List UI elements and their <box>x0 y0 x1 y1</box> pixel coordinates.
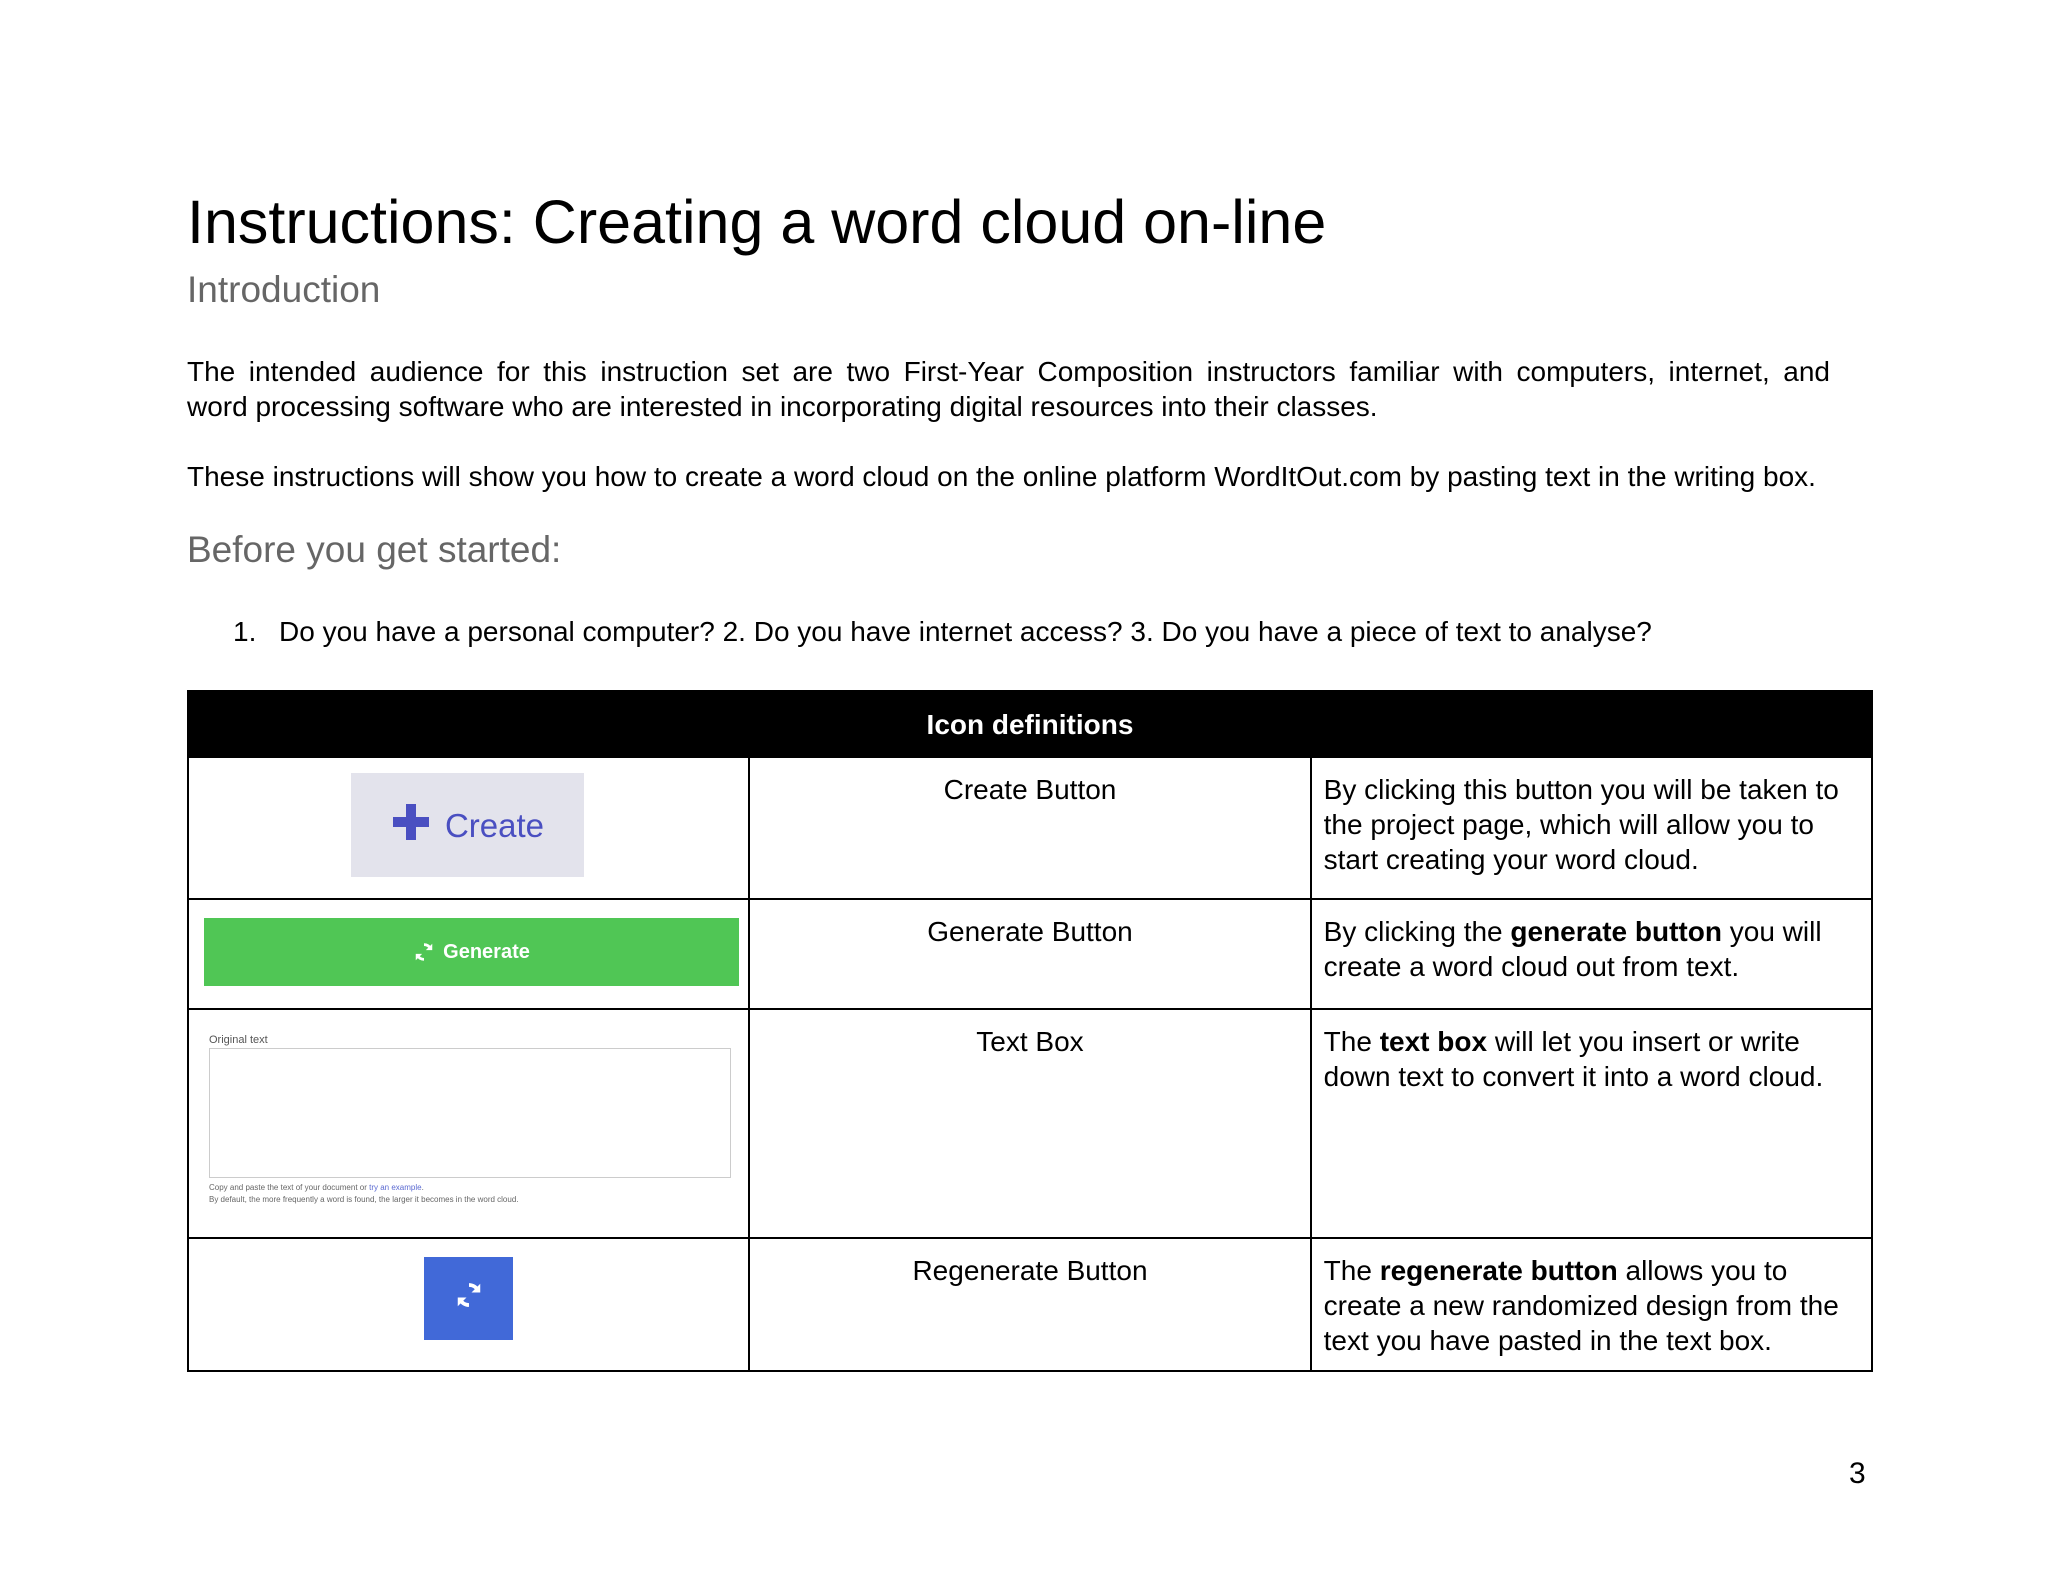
table-cell-image <box>188 899 749 1009</box>
table-cell-name: Regenerate Button <box>749 1238 1310 1371</box>
desc-text: you will create a word cloud out from text. <box>1323 916 1822 982</box>
generate-label: Generate <box>443 940 530 963</box>
desc-bold: generate button <box>1510 916 1722 947</box>
table-cell-name: Generate Button <box>749 899 1310 1009</box>
text-box-label: Original text <box>209 1034 268 1046</box>
table-cell-name: Create Button <box>749 757 1310 899</box>
table-header: Icon definitions <box>188 691 1872 757</box>
table-row <box>188 1009 1872 1238</box>
checklist <box>233 614 1652 649</box>
table-row <box>188 757 1872 899</box>
create-button-image <box>351 773 584 877</box>
page-number: 3 <box>1849 1457 1866 1490</box>
desc-text: The <box>1323 1255 1380 1286</box>
list-number: 1. <box>233 616 257 647</box>
table-cell-description <box>1311 899 1872 1009</box>
table-cell-name: Text Box <box>749 1009 1310 1238</box>
table-cell-description: By clicking this button you will be taken to the project page, which will allow you to start creating your word cloud. <box>1311 757 1872 899</box>
plus-icon <box>391 799 431 851</box>
desc-text: By clicking the <box>1323 916 1511 947</box>
desc-text: will let you insert or write down text to convert it into a word cloud. <box>1323 1026 1824 1092</box>
table-cell-description <box>1311 1009 1872 1238</box>
desc-text: The <box>1323 1026 1380 1057</box>
desc-bold: regenerate button <box>1379 1255 1618 1286</box>
section-heading-before: Before you get started: <box>187 529 562 570</box>
table-cell-description <box>1311 1238 1872 1371</box>
table-row <box>188 1238 1872 1371</box>
regenerate-button-image <box>424 1257 513 1340</box>
help-text: Copy and paste the text of your document or <box>209 1183 370 1192</box>
create-label: Create <box>444 806 545 844</box>
desc-text: allows you to create a new randomized design from the text you have pasted in the text box. <box>1323 1255 1839 1356</box>
help-text: . <box>421 1183 424 1192</box>
text-box-help-2: By default, the more frequently a word is found, the larger it becomes in the word cloud. <box>209 1195 519 1204</box>
text-box-help-1 <box>209 1182 424 1194</box>
text-box-image <box>203 1028 739 1208</box>
refresh-icon <box>413 941 435 963</box>
desc-bold: text box <box>1379 1026 1488 1057</box>
table-row <box>188 899 1872 1009</box>
intro-line-1: The intended audience for this instruction set are two First-Year Composition instructors familiar with computers, internet, and <box>187 356 1830 387</box>
page-title: Instructions: Creating a word cloud on-line <box>187 188 1327 256</box>
intro-paragraph-2: These instructions will show you how to create a word cloud on the online platform WordItOut.com by pasting text in the writing box. <box>187 461 1816 492</box>
icon-definitions-table <box>187 690 1873 1372</box>
list-text: Do you have a personal computer? 2. Do you have internet access? 3. Do you have a piece of text to analyse? <box>279 616 1652 647</box>
table-cell-image <box>188 1009 749 1238</box>
generate-button-image <box>204 918 739 986</box>
intro-paragraph <box>187 354 1830 424</box>
example-link: try an example <box>369 1183 422 1192</box>
page-subtitle: Introduction <box>187 269 381 310</box>
table-cell-image <box>188 1238 749 1371</box>
text-box-area <box>209 1048 731 1178</box>
refresh-icon <box>454 1280 484 1318</box>
intro-line-2: word processing software who are interested in incorporating digital resources into their classes. <box>187 391 1378 422</box>
table-cell-image <box>188 757 749 899</box>
